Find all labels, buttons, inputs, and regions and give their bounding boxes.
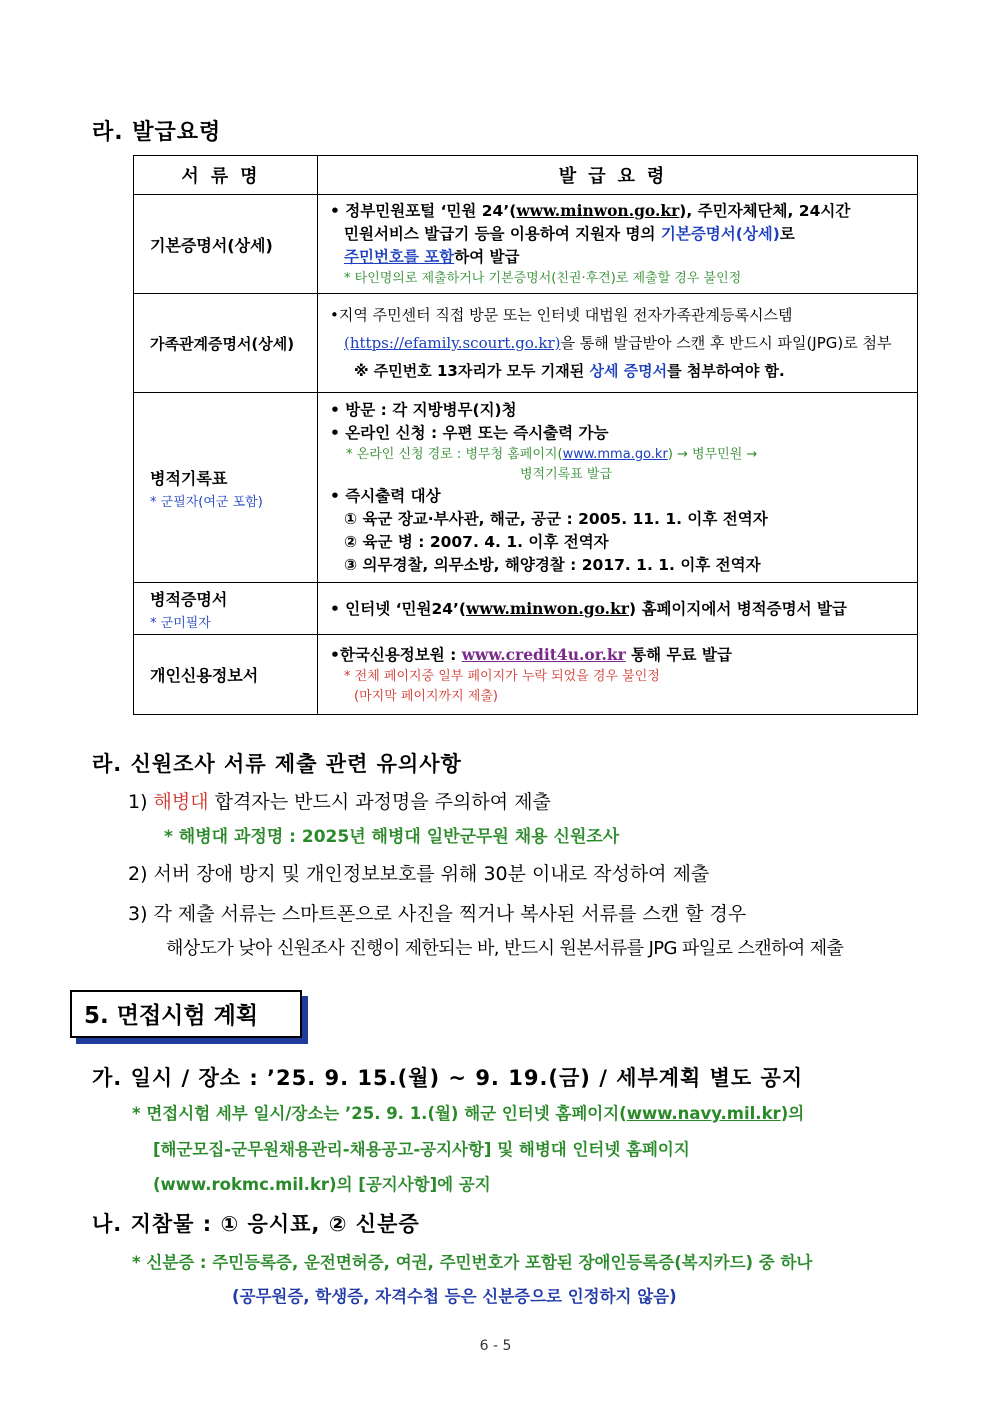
doc-method bbox=[318, 393, 918, 583]
text: • 온라인 신청 : 우편 또는 즉시출력 가능 bbox=[330, 423, 609, 442]
items-detail-1: * 신분증 : 주민등록증, 운전면허증, 여권, 주민번호가 포함된 장애인등록증(복지카드) 중 하나 bbox=[132, 1253, 813, 1272]
text: • 즉시출력 대상 bbox=[330, 486, 441, 505]
text: •지역 주민센터 직접 방문 또는 인터넷 대법원 전자가족관계등록시스템 bbox=[330, 306, 793, 324]
table-header-row bbox=[134, 156, 918, 195]
doc-name bbox=[134, 635, 318, 715]
text: ① 육군 장교·부사관, 해군, 공군 : 2005. 11. 1. 이후 전역자 bbox=[344, 509, 768, 528]
table-row bbox=[134, 393, 918, 583]
table-row bbox=[134, 583, 918, 635]
doc-method bbox=[318, 635, 918, 715]
section-heading-issue: 라. 발급요령 bbox=[92, 120, 222, 145]
note-text: (마지막 페이지까지 제출) bbox=[354, 688, 498, 704]
text: 통해 무료 발급 bbox=[625, 645, 732, 664]
text: • 방문 : 각 지방병무(지)청 bbox=[330, 400, 517, 419]
doc-method bbox=[318, 195, 918, 294]
note-2: 2) 서버 장애 방지 및 개인정보보호를 위해 30분 이내로 작성하여 제출 bbox=[128, 863, 710, 885]
schedule-detail-1 bbox=[132, 1097, 804, 1131]
doc-name-note: * 군미필자 bbox=[150, 615, 211, 631]
section-5-title: 5. 면접시험 계획 bbox=[70, 990, 302, 1038]
doc-name bbox=[134, 294, 318, 393]
note-text: 병적기록표 발급 bbox=[520, 466, 613, 482]
doc-method bbox=[318, 294, 918, 393]
note-text: ) → 병무민원 → bbox=[667, 446, 758, 462]
note-1-sub: * 해병대 과정명 : 2025년 해병대 일반군무원 채용 신원조사 bbox=[164, 827, 620, 847]
doc-name bbox=[134, 195, 318, 294]
table-header-doc: 서류명 bbox=[134, 156, 318, 195]
items-detail-2: (공무원증, 학생증, 자격수첩 등은 신분증으로 인정하지 않음) bbox=[232, 1287, 677, 1306]
note-3: 3) 각 제출 서류는 스마트폰으로 사진을 찍거나 복사된 서류를 스캔 할 경우 bbox=[128, 903, 747, 925]
text: )의 bbox=[780, 1104, 805, 1123]
doc-name bbox=[134, 393, 318, 583]
text: 합격자는 반드시 과정명을 주의하여 제출 bbox=[208, 791, 551, 813]
schedule-detail-2: [해군모집-군무원채용관리-채용공고-공지사항] 및 해병대 인터넷 홈페이지 bbox=[153, 1140, 690, 1159]
credit4u-link[interactable]: www.credit4u.or.kr bbox=[461, 644, 626, 664]
page-number: 6 - 5 bbox=[479, 1338, 512, 1354]
text: 하여 발급 bbox=[454, 248, 520, 266]
minwon-link[interactable]: www.minwon.go.kr bbox=[516, 201, 680, 220]
doc-name-note: * 군필자(여군 포함) bbox=[150, 494, 263, 510]
table-row bbox=[134, 294, 918, 393]
doc-name-text: 병적기록표 bbox=[150, 468, 228, 488]
text: ※ 주민번호 13자리가 모두 기재된 bbox=[354, 362, 590, 380]
text: ② 육군 병 : 2007. 4. 1. 이후 전역자 bbox=[344, 532, 609, 551]
text: 를 첨부하여야 함. bbox=[667, 362, 785, 380]
doc-name-text: 가족관계증명서(상세) bbox=[150, 334, 295, 353]
highlight-text: 주민번호를 포함 bbox=[344, 248, 455, 266]
section-heading-notes: 라. 신원조사 서류 제출 관련 유의사항 bbox=[92, 752, 462, 776]
issuance-table bbox=[133, 155, 918, 715]
schedule-heading: 가. 일시 / 장소 : ’25. 9. 15.(월) ~ 9. 19.(금) / 세부계획 별도 공지 bbox=[92, 1066, 804, 1090]
schedule-detail-3: (www.rokmc.mil.kr)의 [공지사항]에 공지 bbox=[153, 1175, 491, 1194]
mma-link[interactable]: www.mma.go.kr bbox=[562, 446, 668, 462]
highlight-text: 해병대 bbox=[153, 791, 209, 813]
table-header-method: 발급요령 bbox=[318, 156, 918, 195]
highlight-text: 상세 증명서 bbox=[589, 362, 668, 380]
text: 민원서비스 발급기 등을 이용하여 지원자 명의 bbox=[344, 225, 661, 243]
note-text: * 온라인 신청 경로 : 병무청 홈페이지( bbox=[346, 446, 563, 462]
text: ③ 의무경찰, 의무소방, 해양경찰 : 2017. 1. 1. 이후 전역자 bbox=[344, 555, 761, 574]
text: • 정부민원포털 ‘민원 24’( bbox=[330, 202, 517, 220]
doc-method bbox=[318, 583, 918, 635]
text: •한국신용정보원 : bbox=[330, 645, 462, 664]
note-text: * 전체 페이지중 일부 페이지가 누락 되었을 경우 불인정 bbox=[344, 668, 660, 684]
doc-name-text: 개인신용정보서 bbox=[150, 666, 259, 685]
doc-name-text: 기본증명서(상세) bbox=[150, 235, 273, 255]
navy-link[interactable]: www.navy.mil.kr bbox=[626, 1104, 781, 1123]
text: ) 홈페이지에서 병적증명서 발급 bbox=[628, 599, 847, 618]
highlight-text: 기본증명서(상세) bbox=[660, 225, 780, 243]
minwon-link[interactable]: www.minwon.go.kr bbox=[466, 598, 629, 618]
note-3-cont: 해상도가 낮아 신원조사 진행이 제한되는 바, 반드시 원본서류를 JPG 파일로 스캔하여 제출 bbox=[166, 938, 844, 959]
text: ), 주민자체단체, 24시간 bbox=[679, 202, 851, 220]
table-row bbox=[134, 635, 918, 715]
text: 을 통해 발급받아 스캔 후 반드시 파일(JPG)로 첨부 bbox=[560, 334, 892, 352]
note-1 bbox=[128, 786, 551, 818]
doc-name bbox=[134, 583, 318, 635]
text: 로 bbox=[779, 225, 795, 243]
text: * 면접시험 세부 일시/장소는 ’25. 9. 1.(월) 해군 인터넷 홈페이지( bbox=[132, 1104, 627, 1123]
efamily-link[interactable]: (https://efamily.scourt.go.kr) bbox=[344, 334, 561, 352]
text: 1) bbox=[128, 791, 154, 813]
note-text: * 타인명의로 제출하거나 기본증명서(친권·후견)로 제출할 경우 불인정 bbox=[344, 271, 742, 286]
items-heading: 나. 지참물 : ① 응시표, ② 신분증 bbox=[92, 1212, 420, 1236]
text: • 인터넷 ‘민원24’( bbox=[330, 599, 466, 618]
doc-name-text: 병적증명서 bbox=[150, 589, 228, 609]
table-row bbox=[134, 195, 918, 294]
